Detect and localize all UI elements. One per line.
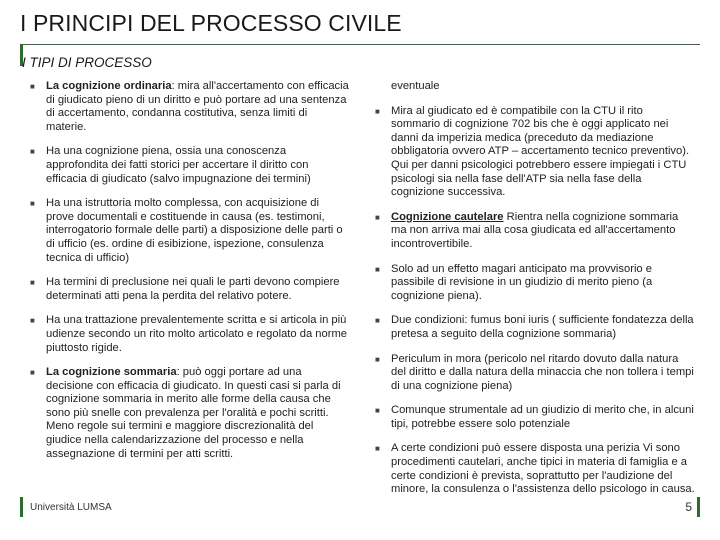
bullet-item: [375, 442, 695, 496]
square-bullet-icon: ■: [30, 316, 35, 326]
bullet-lead: La cognizione ordinaria: [46, 80, 172, 92]
slide-subtitle: I TIPI DI PROCESSO: [22, 55, 152, 70]
square-bullet-icon: ■: [30, 199, 35, 209]
bullet-item: [30, 80, 350, 134]
continued-text: eventuale: [391, 80, 440, 92]
bullet-text: Comunque strumentale ad un giudizio di merito che, in alcuni tipi, potrebbe essere solo potenziale: [391, 404, 694, 430]
square-bullet-icon: ■: [375, 354, 380, 364]
bullet-lead: La cognizione sommaria: [46, 366, 177, 379]
slide-title: I PRINCIPI DEL PROCESSO CIVILE: [20, 10, 402, 36]
square-bullet-icon: ■: [375, 212, 380, 222]
bullet-item: [375, 263, 695, 304]
bullet-item: [30, 145, 350, 186]
square-bullet-icon: ■: [375, 106, 380, 116]
bullet-text: Ha una trattazione prevalentemente scritta e si articola in più udienze secondo un rito molto articolato e regolato da norme piuttosto rigide.: [46, 314, 348, 354]
bullet-text: Solo ad un effetto magari anticipato ma provvisorio e passibile di revisione in un giudizio di merito pieno (a cognizione piena).: [391, 262, 653, 302]
bullet-item: [375, 105, 695, 200]
square-bullet-icon: ■: [30, 368, 35, 378]
bullet-text: Due condizioni: fumus boni iuris ( sufficiente fondatezza della pretesa a seguito della cognizione sommaria): [391, 314, 694, 340]
bullet-item: [375, 211, 695, 252]
accent-bar-footer: [20, 497, 23, 517]
page-number: 5: [685, 500, 692, 514]
bullet-text: Periculum in mora (pericolo nel ritardo dovuto dalla natura del diritto e dalla natura della minaccia che non tollera i tempi di una cognizione piena): [391, 352, 694, 392]
square-bullet-icon: ■: [30, 278, 35, 288]
bullet-item: [375, 404, 695, 431]
bullet-text: Ha termini di preclusione nei quali le parti devono compiere determinati atti pena la perdita del relativo potere.: [46, 276, 340, 302]
right-column: [375, 80, 695, 508]
bullet-item: [30, 276, 350, 303]
square-bullet-icon: ■: [375, 406, 380, 416]
square-bullet-icon: ■: [30, 82, 35, 91]
bullet-item: [30, 314, 350, 355]
bullet-text: Rientra nella cognizione sommaria ma non arriva mai alla cosa giudicata ed all'accertamento incontrovertibile.: [391, 210, 679, 250]
bullet-text: : può oggi portare ad una decisione con efficacia di giudicato. In questi casi si parla di cognizione sommaria in merito alle forme della causa che sono più snelle con prevalenza per l'oralità e pochi scritti. Meno regole sui termini e maggiore discrezionalità del giudice nella calendarizzazione del processo e nella assegnazione di termini per atti scritti.: [46, 366, 341, 460]
bullet-item: [375, 353, 695, 394]
accent-bar-page: [697, 497, 700, 517]
bullet-text: : mira all'accertamento con efficacia di giudicato pieno di un diritto e può portare ad una sentenza di accertamento, condanna costitutiva, senza limiti di materie.: [46, 80, 349, 133]
bullet-text: Ha una cognizione piena, ossia una conoscenza approfondita dei fatti storici per accertare il diritto con efficacia di giudicato (salvo impugnazione dei termini): [46, 145, 311, 185]
left-column: [30, 80, 350, 472]
bullet-item: [30, 197, 350, 265]
bullet-text: A certe condizioni può essere disposta una perizia Vi sono procedimenti cautelari, anche tipici in materia di famiglia e a certe condizioni è prevista, soprattutto per l'audizione del minore, la consulenza o l'assistenza dello psicologo in causa.: [391, 442, 695, 496]
bullet-item: [375, 314, 695, 341]
bullet-text: Mira al giudicato ed è compatibile con la CTU il rito sommario di cognizione 702 bis che è oggi applicato nei danni da imperizia medica (preceduto da mediazione obbligatoria ovvero ATP – accertamento tecnico preventivo). Qui per danni psicologici potrebbero essere impiegati i CTU psicologi sia nella fase dell'ATP sia nella fase della cognizione successiva.: [391, 104, 690, 199]
square-bullet-icon: ■: [30, 147, 35, 157]
bullet-lead: Cognizione cautelare: [391, 210, 504, 223]
title-divider: [20, 44, 700, 45]
square-bullet-icon: ■: [375, 444, 380, 454]
bullet-text: Ha una istruttoria molto complessa, con acquisizione di prove documentali e costituende in causa (es. testimoni, interrogatorio formale delle parti) a disposizione delle parti o di ufficio (es. ordine di esibizione, ispezione, consulenza tecnica di ufficio): [46, 197, 343, 264]
footer-university: Università LUMSA: [30, 502, 112, 513]
bullet-item: [30, 366, 350, 461]
square-bullet-icon: ■: [375, 264, 380, 274]
square-bullet-icon: ■: [375, 316, 380, 326]
